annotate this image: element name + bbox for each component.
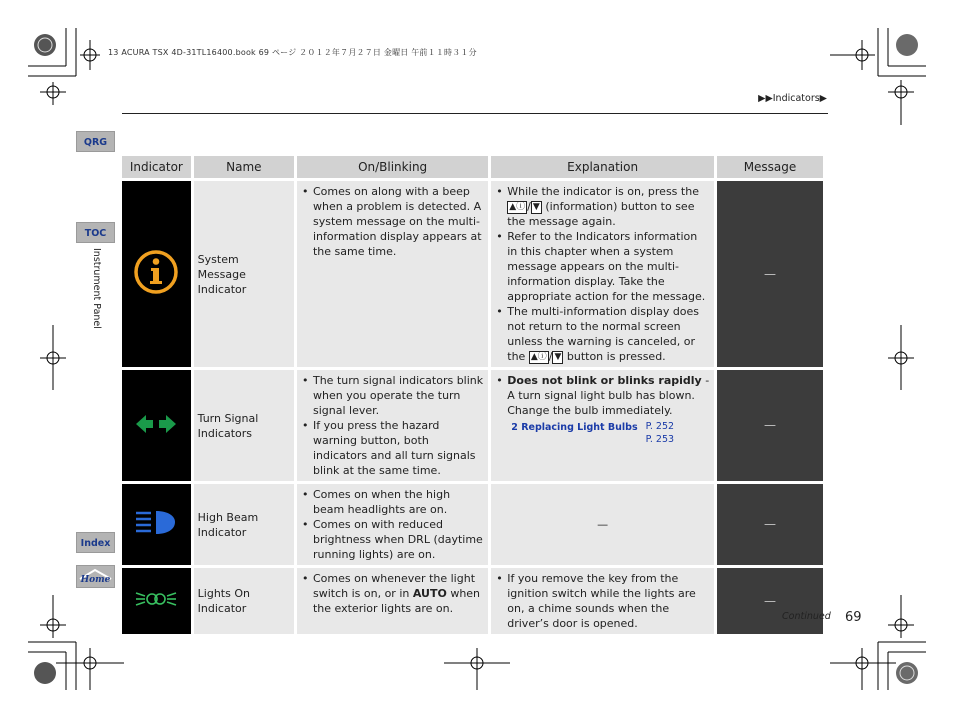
list-item: • The multi-information display does not return to the normal screen unless the warning is canceled, or the ▲ⓘ / ▼ button is pressed.	[507, 304, 710, 364]
list-item: • Comes on with reduced brightness when DRL (daytime running lights) are on.	[313, 517, 484, 562]
xref-arrow-icon: 2	[511, 422, 518, 433]
header-rule	[122, 113, 828, 114]
down-button-glyph: ▼	[532, 201, 540, 212]
table-row	[122, 568, 823, 634]
name-cell: High Beam Indicator	[194, 484, 294, 565]
list-item: • If you remove the key from the ignition switch while the lights are on, a chime sounds when the driver’s door is opened.	[507, 571, 710, 631]
toc-button[interactable]: TOC	[76, 222, 115, 243]
on-blinking-cell	[297, 181, 488, 367]
page-link[interactable]: P. 253	[645, 434, 675, 445]
info-button-glyph: ▲ⓘ	[530, 351, 547, 362]
name-cell: Turn Signal Indicators	[194, 370, 294, 481]
message-cell: —	[717, 181, 823, 367]
col-on-blinking: On/Blinking	[297, 156, 488, 178]
indicator-cell	[122, 181, 191, 367]
indicator-cell	[122, 568, 191, 634]
col-explanation: Explanation	[491, 156, 714, 178]
page-link[interactable]: P. 252	[645, 421, 675, 432]
name-cell: System Message Indicator	[194, 181, 294, 367]
list-item: • Comes on when the high beam headlights are on.	[313, 487, 484, 517]
indicator-cell	[122, 370, 191, 481]
list-item: • Comes on whenever the light switch is on, or in AUTO when the exterior lights are on.	[313, 571, 484, 616]
index-button[interactable]: Index	[76, 532, 115, 553]
down-button-glyph: ▼	[554, 351, 562, 362]
table-header-row	[122, 156, 823, 178]
on-blinking-cell	[297, 370, 488, 481]
page-number: 69	[845, 610, 862, 625]
on-blinking-cell	[297, 568, 488, 634]
qrg-button[interactable]: QRG	[76, 131, 115, 152]
list-item: • Comes on along with a beep when a problem is detected. A system message on the multi-information display appears at the same time.	[313, 184, 484, 259]
table-row	[122, 181, 823, 367]
info-i-icon	[131, 247, 181, 297]
cross-reference	[511, 420, 710, 446]
explanation-cell	[491, 568, 714, 634]
home-button[interactable]	[76, 565, 115, 588]
col-indicator: Indicator	[122, 156, 191, 178]
section-label	[88, 248, 102, 358]
message-cell: —	[717, 370, 823, 481]
section-label-text: Instrument Panel	[91, 248, 102, 329]
name-cell: Lights On Indicator	[194, 568, 294, 634]
message-cell: —	[717, 484, 823, 565]
col-message: Message	[717, 156, 823, 178]
list-item: • Does not blink or blinks rapidly - A turn signal light bulb has blown. Change the bulb immediately.	[507, 373, 710, 418]
col-name: Name	[194, 156, 294, 178]
list-item: • While the indicator is on, press the ▲ⓘ / ▼ (information) button to see the message again.	[507, 184, 710, 229]
svg-text:Home: Home	[80, 575, 111, 585]
indicators-table	[119, 153, 826, 637]
list-item: • If you press the hazard warning button, both indicators and all turn signals blink at the same time.	[313, 418, 484, 478]
high-beam-icon	[134, 508, 178, 538]
table-row	[122, 370, 823, 481]
indicator-cell	[122, 484, 191, 565]
list-item: • Refer to the Indicators information in this chapter when a system message appears on the multi-information display. Take the appropriate action for the message.	[507, 229, 710, 304]
explanation-cell	[491, 370, 714, 481]
on-blinking-cell	[297, 484, 488, 565]
turn-signal-arrows-icon	[134, 412, 178, 436]
print-info: 13 ACURA TSX 4D-31TL16400.book 69 ページ ２０１２年７月２７日 金曜日 午前１１時３１分	[108, 48, 477, 57]
continued-label: Continued	[782, 611, 831, 622]
explanation-cell	[491, 181, 714, 367]
list-item: • The turn signal indicators blink when you operate the turn signal lever.	[313, 373, 484, 418]
home-icon	[77, 566, 114, 587]
message-cell: —	[717, 568, 823, 634]
table-row	[122, 484, 823, 565]
info-button-glyph: ▲ⓘ	[509, 201, 526, 212]
breadcrumb[interactable]: ▶▶Indicators▶	[758, 93, 827, 104]
xref-link[interactable]: 2 Replacing Light Bulbs	[511, 422, 638, 433]
lights-on-icon	[134, 587, 178, 611]
explanation-cell: —	[491, 484, 714, 565]
